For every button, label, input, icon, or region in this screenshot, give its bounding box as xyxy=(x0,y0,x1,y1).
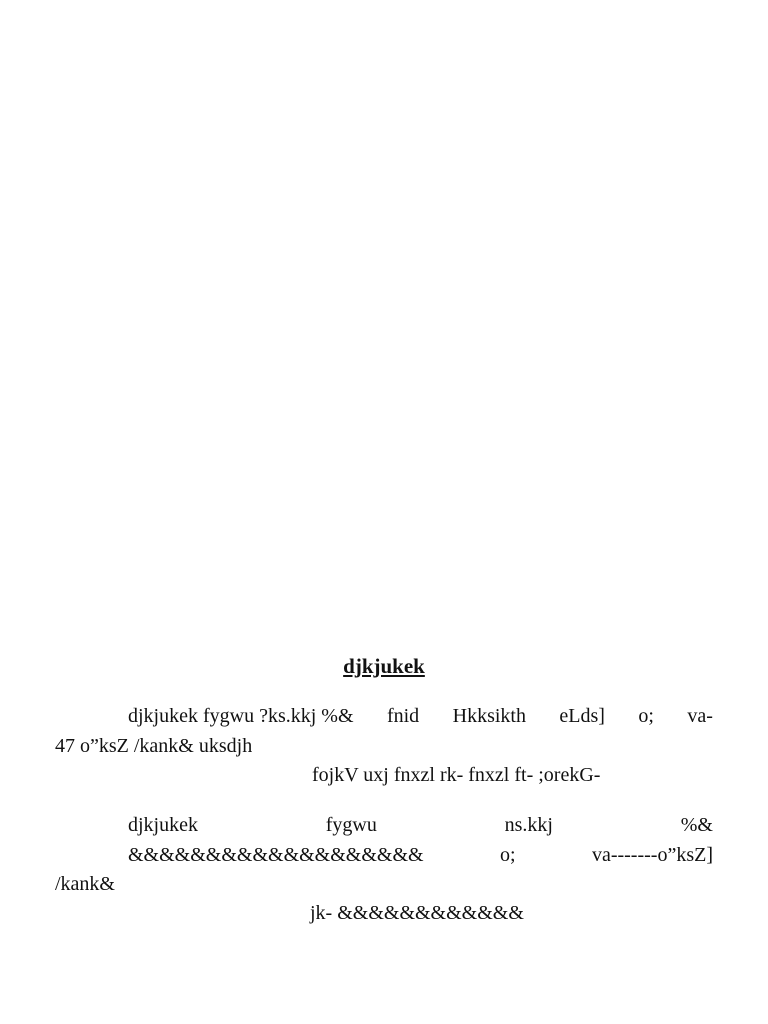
para2-line1-part4: %& xyxy=(680,814,713,836)
para2-line1-part1: djkjukek xyxy=(128,814,198,836)
document-title: djkjukek xyxy=(343,654,425,678)
para2-line2-part1: &&&&&&&&&&&&&&&&&&& xyxy=(128,844,424,866)
para2-line4: jk- &&&&&&&&&&&& xyxy=(310,902,524,924)
para2-line3: /kank& xyxy=(55,873,115,895)
para1-line1-part6: va- xyxy=(687,705,713,727)
para2-line1-part3: ns.kkj xyxy=(504,814,553,836)
para2-line1 xyxy=(128,812,713,838)
para2-line2-part2: o; xyxy=(499,844,516,866)
para1-line1-part5: o; xyxy=(638,705,654,727)
para2-line1-part2: fygwu xyxy=(325,814,377,836)
para2-line2 xyxy=(128,842,713,868)
para1-line3: fojkV uxj fnxzl rk- fnxzl ft- ;orekG- xyxy=(312,764,601,786)
para1-line1-part2: fnid xyxy=(386,705,420,727)
para1-line1-part4: eLds] xyxy=(559,705,605,727)
para1-line2: 47 o”ksZ /kank& uksdjh xyxy=(55,735,253,757)
para2-line2-part3: va-------o”ksZ] xyxy=(591,844,713,866)
para1-line1-part1: djkjukek fygwu ?ks.kkj %& xyxy=(128,705,354,727)
para1-line1-part3: Hkksikth xyxy=(452,705,526,727)
para1-line1 xyxy=(128,703,713,729)
